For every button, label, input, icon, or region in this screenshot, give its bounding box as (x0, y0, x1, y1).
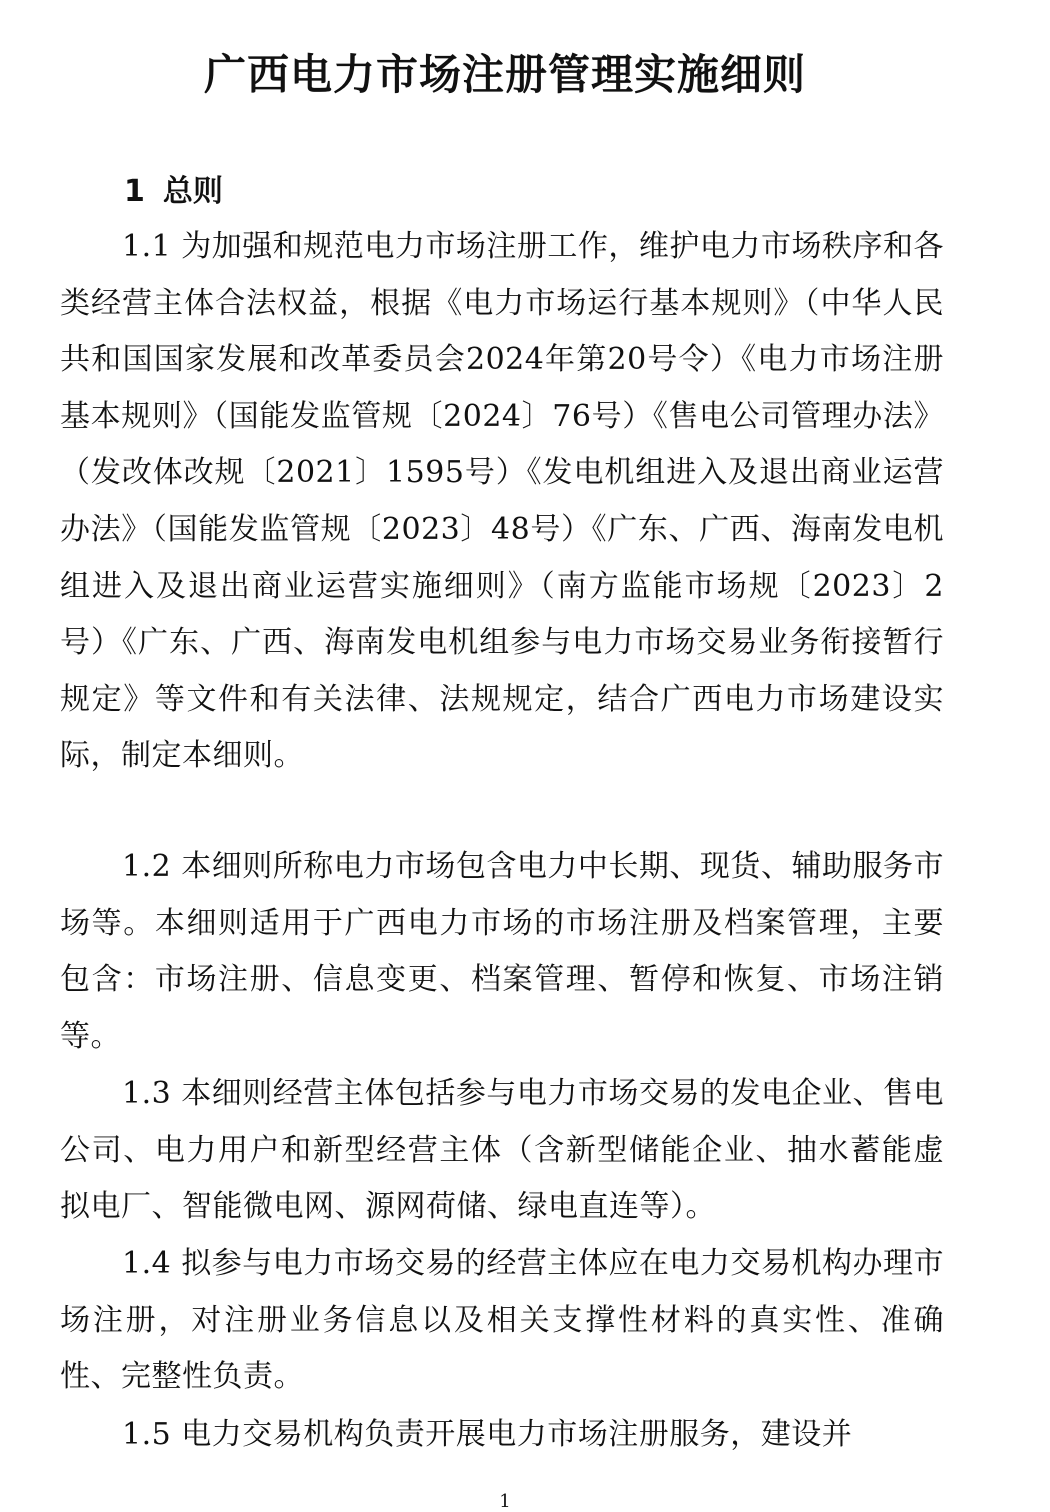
document-title: 广西电力市场注册管理实施细则 (203, 50, 806, 99)
section-title: 总则 (162, 174, 223, 209)
section-heading (124, 168, 223, 216)
paragraph-1-4: 1.4 拟参与电力市场交易的经营主体应在电力交易机构办理市场注册，对注册业务信息以及相关支撑性材料的真实性、准确性、完整性负责。 (60, 1246, 944, 1395)
paragraph-1-3: 1.3 本细则经营主体包括参与电力市场交易的发电企业、售电公司、电力用户和新型经营主体（含新型储能企业、抽水蓄能虚拟电厂、智能微电网、源网荷储、绿电直连等）。 (60, 1076, 944, 1225)
paragraph-1-1: 1.1 为加强和规范电力市场注册工作，维护电力市场秩序和各类经营主体合法权益，根据《电力市场运行基本规则》（中华人民共和国国家发展和改革委员会2024年第20号令）《电力市场注册基本规则》（国能发监管规〔2024〕76号）《售电公司管理办法》（发改体改规〔2021〕1595号）《发电机组进入及退出商业运营办法》（国能发监管规〔2023〕48号）《广东、广西、海南发电机组进入及退出商业运营实施细则》（南方监能市场规〔2023〕2号）《广东、广西、海南发电机组参与电力市场交易业务衔接暂行规定》等文件和有关法律、法规规定，结合广西电力市场建设实际，制定本细则。 (60, 229, 944, 774)
section-number: 1 (124, 174, 145, 209)
paragraph-1-5: 1.5 电力交易机构负责开展电力市场注册服务，建设并 (122, 1417, 853, 1452)
page-number: 1 (499, 1491, 511, 1512)
paragraph-1-2: 1.2 本细则所称电力市场包含电力中长期、现货、辅助服务市场等。本细则适用于广西电力市场的市场注册及档案管理，主要包含：市场注册、信息变更、档案管理、暂停和恢复、市场注销等。 (60, 849, 944, 1054)
